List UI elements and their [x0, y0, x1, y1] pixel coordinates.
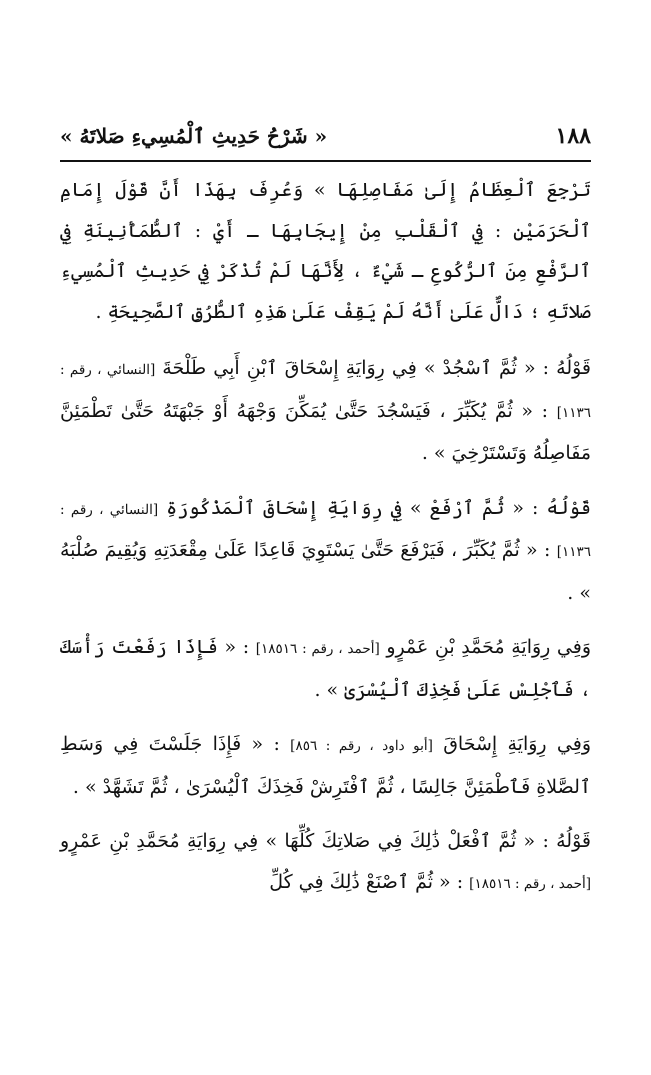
text-segment: قَوْلُهُ : « ثُمَّ ٱفْعَلْ ذَٰلِكَ فِي صَلاتِكَ كُلِّهَا » فِي رِوَايَةِ مُحَمَّدِ بْنِ عَمْرٍو	[60, 830, 591, 852]
body-text	[60, 170, 591, 918]
page-number: ١٨٨	[555, 123, 591, 149]
text-segment: تَرْجِعَ ٱلْعِظَامُ إِلَىٰ مَفَاصِلِهَا » وَعُرِفَ بِهَذَا أَنَّ قَوْلَ إِمَامِ ٱلْحَرَمَيْنِ : فِي ٱلْقَلْبِ مِنْ إِيجَابِهَا ـ أَيْ : ٱلطُّمَأْنِينَةِ فِي ٱلرَّفْعِ مِنَ ٱلرُّكُوعِ ـ شَيْءٌ ، لِأَنَّهَا لَمْ تُذْكَرْ فِي حَدِيثِ ٱلْمُسِيءِ صَلاتَهِ ؛ دَالٌّ عَلَىٰ أَنَّهُ لَمْ يَقِفْ عَلَىٰ هَذِهِ ٱلطُّرُقِ ٱلصَّحِيحَةِ .	[60, 179, 591, 323]
citation-reference: [النسائي ، رقم : ١١٣٦]	[60, 501, 591, 560]
paragraph	[60, 170, 591, 332]
text-segment: قَوْلُهُ : « ثُمَّ ٱسْجُدْ » فِي رِوَايَةِ إِسْحَاقَ ٱبْنِ أَبِي طَلْحَةَ	[155, 357, 592, 379]
citation-reference: [أحمد ، رقم : ١٨٥١٦]	[255, 641, 380, 657]
citation-reference: [النسائي ، رقم : ١١٣٦]	[60, 362, 591, 421]
text-segment: وَفِي رِوَايَةِ إِسْحَاقَ	[432, 733, 591, 755]
paragraph	[60, 724, 591, 807]
page-header	[60, 118, 591, 154]
text-segment: : « ثُمَّ ٱصْنَعْ ذَٰلِكَ فِي كُلِّ	[269, 870, 470, 893]
paragraph	[60, 821, 591, 904]
text-segment: قَوْلُهُ : « ثُمَّ ٱرْفَعْ » فِي رِوَايَةِ إِسْحَاقَ ٱلْمَذْكُورَةِ	[158, 496, 591, 519]
text-segment: : « ثُمَّ يُكَبِّرَ ، فَيَرْفَعَ حَتَّىٰ يَسْتَوِيَ قَاعِدًا عَلَىٰ مِقْعَدَتِهِ وَيُقِيمَ صُلْبَهُ » .	[60, 539, 591, 604]
text-segment: وَفِي رِوَايَةِ مُحَمَّدِ بْنِ عَمْرٍو	[379, 636, 592, 658]
text-segment: : « فَإِذَا جَلَسْتَ فِي وَسَطِ ٱلصَّلاةِ فَٱطْمَئِنَّ جَالِسًا ، ثُمَّ ٱفْتَرِشْ فَخِذَكَ ٱلْيُسْرَىٰ ، ثُمَّ تَشَهَّدْ » .	[60, 733, 591, 798]
citation-reference: [أبو داود ، رقم : ٨٥٦]	[290, 738, 433, 754]
paragraph	[60, 627, 591, 710]
paragraph	[60, 348, 591, 474]
text-segment: : « ثُمَّ يُكَبِّرَ ، فَيَسْجُدَ حَتَّىٰ يُمَكِّنَ وَجْهَهُ أَوْ جَبْهَتَهُ حَتَّىٰ تَطْمَئِنَّ مَفَاصِلُهُ وَتَسْتَرْخِيَ » .	[60, 399, 591, 464]
citation-reference: [أحمد ، رقم : ١٨٥١٦]	[469, 875, 591, 892]
header-rule	[60, 160, 591, 162]
paragraph	[60, 488, 591, 614]
running-title: « شَرْحُ حَدِيثِ ٱلْمُسِيءِ صَلاتَهُ »	[60, 124, 328, 148]
text-segment: : « فَإِذَا رَفَعْتَ رَأْسَكَ ، فَٱجْلِسْ عَلَىٰ فَخِذِكَ ٱلْيُسْرَىٰ » .	[60, 636, 591, 701]
